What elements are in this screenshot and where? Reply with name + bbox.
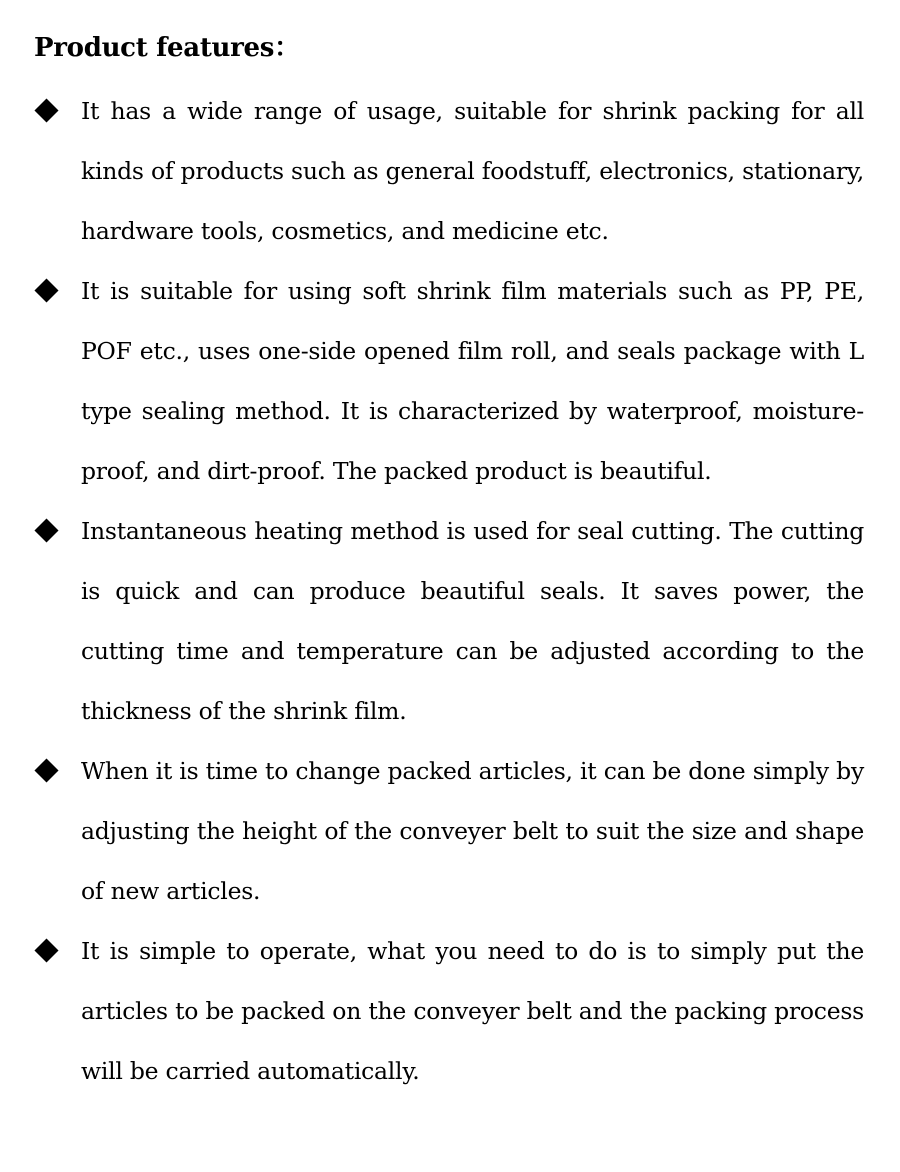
feature-text: Instantaneous heating method is used for seal cutting. The cutting is quick and can produce beautiful seals. It saves power, the cutting time and temperature can be adjusted according to the thickness of the shrink film.: [81, 517, 864, 725]
feature-item: [0, 921, 900, 1101]
feature-text: It is simple to operate, what you need to do is to simply put the articles to be packed on the conveyer belt and the packing process will be carried automatically.: [81, 937, 864, 1085]
feature-text: It has a wide range of usage, suitable for shrink packing for all kinds of products such as general foodstuff, electronics, stationary, hardware tools, cosmetics, and medicine etc.: [81, 97, 864, 245]
feature-item: [0, 81, 900, 261]
feature-list: [0, 81, 900, 1101]
diamond-bullet-icon: [34, 758, 58, 782]
feature-item: [0, 741, 900, 921]
feature-item: [0, 501, 900, 741]
page-title: Product features：: [34, 33, 300, 63]
feature-text: It is suitable for using soft shrink film materials such as PP, PE, POF etc., uses one-side opened film roll, and seals package with L type sealing method. It is characterized by waterproof, moisture-proof, and dirt-proof. The packed product is beautiful.: [81, 277, 864, 485]
feature-item: [0, 261, 900, 501]
diamond-bullet-icon: [34, 278, 58, 302]
diamond-bullet-icon: [34, 518, 58, 542]
diamond-bullet-icon: [34, 98, 58, 122]
diamond-bullet-icon: [34, 938, 58, 962]
feature-text: When it is time to change packed articles, it can be done simply by adjusting the height of the conveyer belt to suit the size and shape of new articles.: [81, 757, 864, 905]
